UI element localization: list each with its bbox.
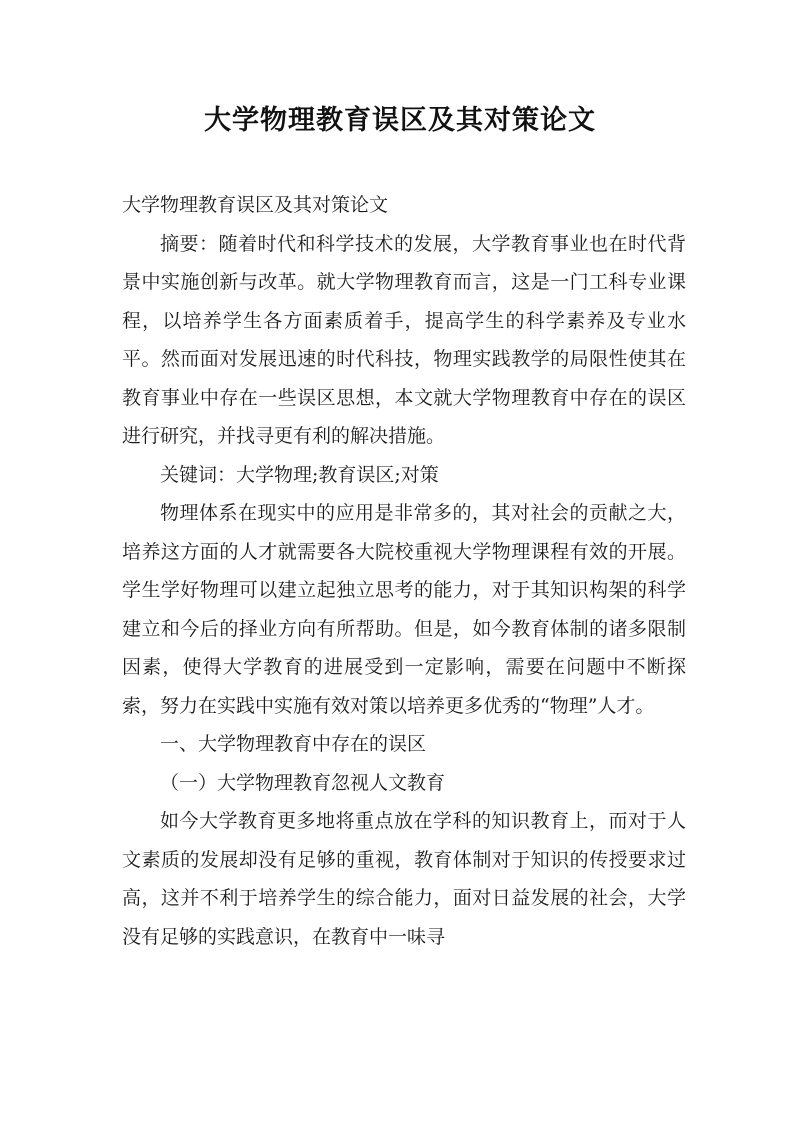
- abstract-paragraph: 摘要：随着时代和科学技术的发展，大学教育事业也在时代背景中实施创新与改革。就大学物理教育而言，这是一门工科专业课程，以培养学生各方面素质着手，提高学生的科学素养及专业水平。然而面对发展迅速的时代科技，物理实践教学的局限性使其在教育事业中存在一些误区思想，本文就大学物理教育中存在的误区进行研究，并找寻更有利的解决措施。: [122, 232, 686, 447]
- document-body: [122, 186, 686, 956]
- keywords-paragraph: 关键词：大学物理;教育误区;对策: [160, 463, 439, 486]
- document-subtitle: 大学物理教育误区及其对策论文: [122, 194, 389, 216]
- section-heading: 一、大学物理教育中存在的误区: [160, 733, 427, 755]
- body-paragraph: 如今大学教育更多地将重点放在学科的知识教育上，而对于人文素质的发展却没有足够的重视，教育体制对于知识的传授要求过高，这并不利于培养学生的综合能力，面对日益发展的社会，大学没有足够的实践意识，在教育中一味寻: [122, 810, 686, 948]
- intro-paragraph: 物理体系在现实中的应用是非常多的，其对社会的贡献之大，培养这方面的人才就需要各大院校重视大学物理课程有效的开展。学生学好物理可以建立起独立思考的能力，对于其知识构架的科学建立和今后的择业方向有所帮助。但是，如今教育体制的诸多限制因素，使得大学教育的进展受到一定影响，需要在问题中不断探索，努力在实践中实施有效对策以培养更多优秀的“物理”人才。: [122, 502, 686, 717]
- subsection-heading: （一）大学物理教育忽视人文教育: [160, 771, 446, 794]
- page-title: 大学物理教育误区及其对策论文: [204, 105, 596, 136]
